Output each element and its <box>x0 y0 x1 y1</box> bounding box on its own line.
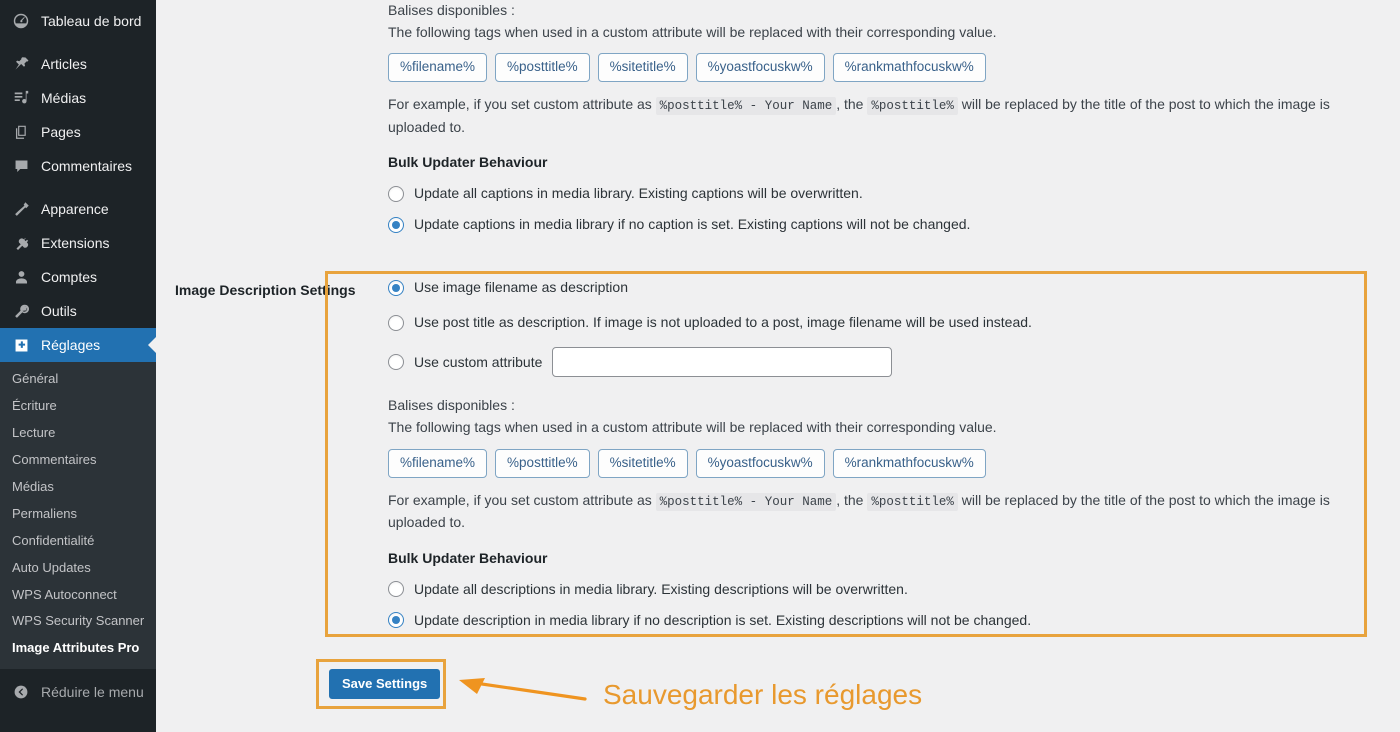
sidebar-separator <box>0 183 156 192</box>
submenu-item-permaliens[interactable]: Permaliens <box>12 505 78 521</box>
radio-button[interactable] <box>388 612 404 628</box>
caption-bulk-option-overwrite[interactable] <box>388 183 1368 204</box>
caption-settings-table <box>167 0 1378 245</box>
pin-icon <box>10 54 32 74</box>
description-source-filename[interactable] <box>388 277 1368 298</box>
description-settings-row <box>167 263 1378 640</box>
description-source-custom[interactable] <box>388 347 1368 377</box>
radio-button[interactable] <box>388 217 404 233</box>
sidebar-item-label: Articles <box>41 56 87 72</box>
submenu-item-general[interactable]: Général <box>12 371 59 386</box>
caption-example-mid: , the <box>836 96 864 113</box>
settings-icon <box>10 335 32 355</box>
left-arrow-annotation-icon <box>451 672 591 713</box>
caption-row-body <box>378 0 1378 245</box>
description-tags-description: The following tags when used in a custom attribute will be replaced with their corresponding value. <box>388 418 997 435</box>
caption-row-label <box>167 0 378 245</box>
description-example-mid: , the <box>836 491 864 508</box>
sidebar-item-label: Extensions <box>41 235 110 251</box>
collapse-menu-label: Réduire le menu <box>41 684 144 701</box>
sidebar-item-label: Pages <box>41 124 81 140</box>
tag-button-posttitle[interactable]: %posttitle% <box>495 53 590 82</box>
caption-tags-row <box>167 0 1378 245</box>
comments-icon <box>10 156 32 176</box>
caption-example-prefix: For example, if you set custom attribute as <box>388 96 652 113</box>
dashboard-icon <box>10 11 32 31</box>
sidebar-separator <box>0 38 156 47</box>
sidebar-item-label: Outils <box>41 303 77 319</box>
collapse-arrow-icon <box>10 684 32 700</box>
description-source-label: Use post title as description. If image is not uploaded to a post, image filename will be used instead. <box>414 314 1032 331</box>
caption-example-suffix: will be replaced by the title of the post to which the image is uploaded to. <box>388 96 1330 135</box>
tag-button-posttitle[interactable]: %posttitle% <box>495 449 590 478</box>
caption-bulk-heading: Bulk Updater Behaviour <box>388 154 548 171</box>
tools-icon <box>10 301 32 321</box>
submenu-item-image-attributes-pro[interactable]: Image Attributes Pro <box>12 640 140 656</box>
description-settings-title: Image Description Settings <box>175 282 356 299</box>
pages-icon <box>10 122 32 142</box>
sidebar-item-label: Médias <box>41 90 87 106</box>
sidebar-item-apparence[interactable] <box>0 192 156 226</box>
radio-button[interactable] <box>388 315 404 331</box>
save-settings-button[interactable]: Save Settings <box>329 669 440 699</box>
caption-example-code-2: %posttitle% <box>867 97 958 115</box>
description-settings-body <box>378 263 1378 640</box>
description-source-radio-group <box>388 277 1368 377</box>
sidebar-item-label: Apparence <box>41 201 109 217</box>
sidebar-item-label: Commentaires <box>41 158 133 174</box>
caption-bulk-option-label: Update captions in media library if no caption is set. Existing captions will not be changed. <box>414 216 971 233</box>
description-example-code-2: %posttitle% <box>867 493 958 511</box>
caption-tag-list <box>388 53 1368 82</box>
description-example-text <box>388 490 1368 534</box>
description-bulk-option-skip-existing[interactable] <box>388 610 1368 631</box>
description-source-posttitle[interactable] <box>388 312 1368 333</box>
radio-button[interactable] <box>388 354 404 370</box>
caption-bulk-option-label: Update all captions in media library. Existing captions will be overwritten. <box>414 185 863 202</box>
submenu-item-wps-autoconnect[interactable]: WPS Autoconnect <box>12 586 117 602</box>
description-example-prefix: For example, if you set custom attribute as <box>388 491 652 508</box>
sidebar-item-outils[interactable] <box>0 294 156 328</box>
description-source-label: Use image filename as description <box>414 279 628 296</box>
sidebar-item-pages[interactable] <box>0 115 156 149</box>
plugins-icon <box>10 233 32 253</box>
appearance-icon <box>10 199 32 219</box>
radio-button[interactable] <box>388 280 404 296</box>
submenu-item-commentaires[interactable]: Commentaires <box>12 451 97 467</box>
sidebar-item-label: Réglages <box>41 337 101 353</box>
sidebar-item-articles[interactable] <box>0 47 156 81</box>
caption-example-text <box>388 94 1368 138</box>
submenu-item-confidentialite[interactable]: Confidentialité <box>12 532 95 548</box>
description-bulk-option-overwrite[interactable] <box>388 579 1368 600</box>
tag-button-filename[interactable]: %filename% <box>388 53 487 82</box>
tag-button-yoastfocuskw[interactable]: %yoastfocuskw% <box>696 449 825 478</box>
sidebar-item-comptes[interactable] <box>0 260 156 294</box>
description-bulk-option-label: Update all descriptions in media library. Existing descriptions will be overwritten. <box>414 580 908 597</box>
caption-tags-heading: Balises disponibles : <box>388 2 515 18</box>
admin-sidebar <box>0 0 156 732</box>
description-bulk-radio-group <box>388 579 1368 631</box>
users-icon <box>10 267 32 287</box>
caption-bulk-option-skip-existing[interactable] <box>388 214 1368 235</box>
radio-button[interactable] <box>388 581 404 597</box>
description-tag-list <box>388 449 1368 478</box>
settings-submenu <box>0 362 156 669</box>
caption-bulk-radio-group <box>388 183 1368 235</box>
submenu-item-wps-security-scanner[interactable]: WPS Security Scanner <box>12 613 145 629</box>
tag-button-sitetitle[interactable]: %sitetitle% <box>598 449 688 478</box>
description-bulk-heading: Bulk Updater Behaviour <box>388 549 548 566</box>
tag-button-sitetitle[interactable]: %sitetitle% <box>598 53 688 82</box>
submenu-item-auto-updates[interactable]: Auto Updates <box>12 559 91 575</box>
media-icon <box>10 88 32 108</box>
description-example-suffix: will be replaced by the title of the post to which the image is uploaded to. <box>388 491 1330 530</box>
save-settings-annotation-label: Sauvegarder les réglages <box>603 679 923 710</box>
collapse-menu-button[interactable] <box>0 675 156 709</box>
custom-attribute-input[interactable] <box>552 347 892 377</box>
submenu-item-ecriture[interactable]: Écriture <box>12 397 57 413</box>
description-example-code-1: %posttitle% - Your Name <box>656 493 837 511</box>
sidebar-item-extensions[interactable] <box>0 226 156 260</box>
radio-button[interactable] <box>388 186 404 202</box>
submenu-item-lecture[interactable]: Lecture <box>12 424 56 440</box>
sidebar-item-medias[interactable] <box>0 81 156 115</box>
submenu-item-medias[interactable]: Médias <box>12 478 54 494</box>
sidebar-item-label: Tableau de bord <box>41 13 142 29</box>
tag-button-rankmathfocuskw[interactable]: %rankmathfocuskw% <box>833 449 986 478</box>
sidebar-item-dashboard[interactable] <box>0 4 156 38</box>
caption-example-code-1: %posttitle% - Your Name <box>656 97 837 115</box>
tag-button-rankmathfocuskw[interactable]: %rankmathfocuskw% <box>833 53 986 82</box>
description-tags-heading: Balises disponibles : <box>388 397 515 414</box>
description-settings-table <box>167 263 1378 640</box>
sidebar-item-label: Comptes <box>41 269 98 285</box>
description-source-label: Use custom attribute <box>414 353 543 370</box>
settings-content <box>156 0 1400 732</box>
tag-button-yoastfocuskw[interactable]: %yoastfocuskw% <box>696 53 825 82</box>
sidebar-item-reglages[interactable] <box>0 328 156 362</box>
description-bulk-option-label: Update description in media library if no description is set. Existing descriptions will not be changed. <box>414 611 1032 628</box>
sidebar-item-commentaires[interactable] <box>0 149 156 183</box>
caption-tags-description: The following tags when used in a custom attribute will be replaced with their corresponding value. <box>388 23 997 40</box>
tag-button-filename[interactable]: %filename% <box>388 449 487 478</box>
